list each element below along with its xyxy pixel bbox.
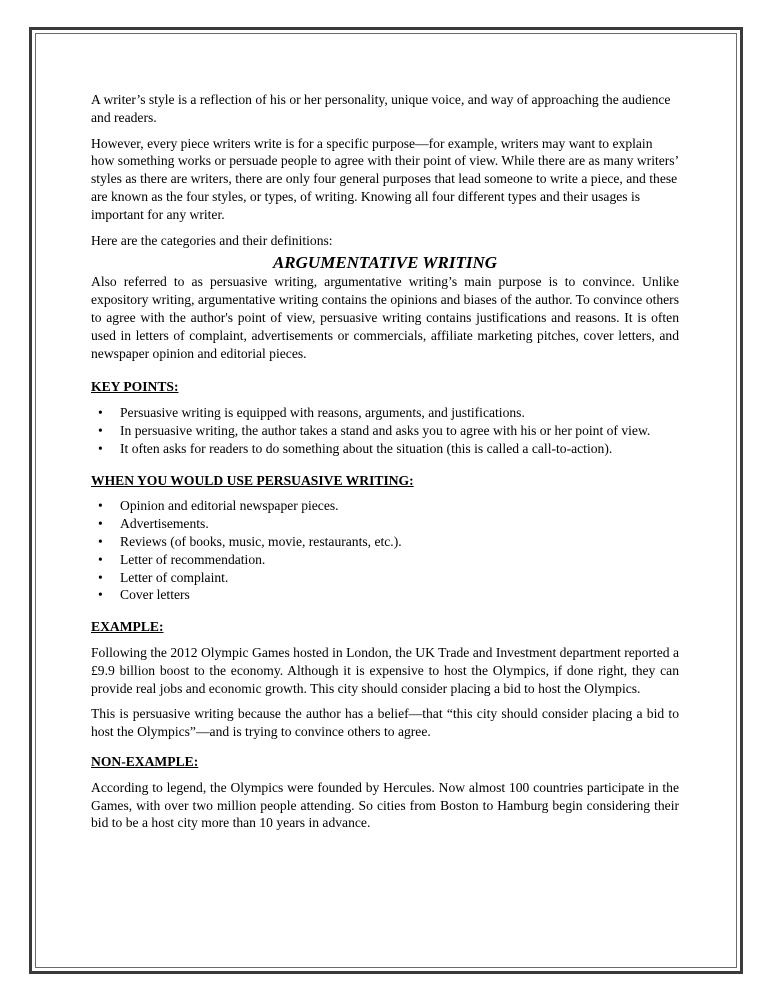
bullet-icon: • (98, 440, 103, 456)
list-item: • Cover letters (98, 587, 190, 603)
example-paragraph-1: Following the 2012 Olympic Games hosted in London, the UK Trade and Investment department reported a £9.9 billion boost to the economy. Although it is expensive to host the Olympics, if done right, they can provide real jobs and economic growth. This city should consider placing a bid to host the Olympics. (91, 644, 679, 696)
intro-paragraph-2: However, every piece writers write is for a specific purpose—for example, writers may want to explain how something works or persuade people to agree with their point of view. While there are as many writers’ styles as there are writers, there are only four general purposes that lead someone to write a piece, and these are known as the four styles, or types, of writing. Knowing all four different types and their usages is important for any writer. (91, 135, 679, 222)
key-points-heading: KEY POINTS: (91, 379, 179, 395)
bullet-icon: • (98, 587, 103, 603)
list-item: • Letter of complaint. (98, 569, 229, 585)
intro-paragraph-1: A writer’s style is a reflection of his or her personality, unique voice, and way of approaching the audience and readers. (91, 92, 671, 125)
list-item: • Letter of recommendation. (98, 551, 266, 567)
key-points-list (91, 404, 679, 457)
bullet-icon: • (98, 533, 103, 549)
intro-paragraph-3: Here are the categories and their definitions: (91, 232, 333, 248)
bullet-icon: • (98, 422, 103, 438)
document-body (91, 91, 679, 832)
non-example-heading: NON-EXAMPLE: (91, 753, 199, 769)
bullet-icon: • (98, 405, 103, 421)
section-title: ARGUMENTATIVE WRITING (272, 253, 498, 273)
bullet-icon: • (98, 551, 103, 567)
usage-list (91, 497, 679, 604)
list-item: • It often asks for readers to do something about the situation (this is called a call-to-action). (98, 440, 613, 456)
usage-heading: WHEN YOU WOULD USE PERSUASIVE WRITING: (91, 472, 414, 488)
example-paragraph-2: This is persuasive writing because the author has a belief—that “this city should consider placing a bid to host the Olympics”—and is trying to convince others to agree. (91, 706, 679, 740)
bullet-icon: • (98, 498, 103, 514)
bullet-icon: • (98, 516, 103, 532)
bullet-icon: • (98, 569, 103, 585)
example-heading: EXAMPLE: (91, 619, 164, 635)
non-example-paragraph: According to legend, the Olympics were founded by Hercules. Now almost 100 countries participate in the Games, with over two million people attending. So cities from Boston to Hamburg begin considering their bid to be a host city more than 10 years in advance. (91, 779, 679, 831)
definition-paragraph: Also referred to as persuasive writing, argumentative writing’s main purpose is to convince. Unlike expository writing, argumentative writing contains the opinions and biases of the author. To convince others to agree with the author's point of view, persuasive writing contains justifications and reasons. It is often used in letters of complaint, advertisements or commercials, affiliate marketing pitches, cover letters, and newspaper opinion and editorial pieces. (91, 274, 679, 361)
list-item: • Advertisements. (98, 516, 209, 532)
list-item: • In persuasive writing, the author takes a stand and asks you to agree with his or her point of view. (98, 422, 651, 438)
list-item: • Reviews (of books, music, movie, restaurants, etc.). (98, 533, 402, 549)
list-item: • Opinion and editorial newspaper pieces. (98, 498, 339, 514)
list-item: • Persuasive writing is equipped with reasons, arguments, and justifications. (98, 405, 525, 421)
